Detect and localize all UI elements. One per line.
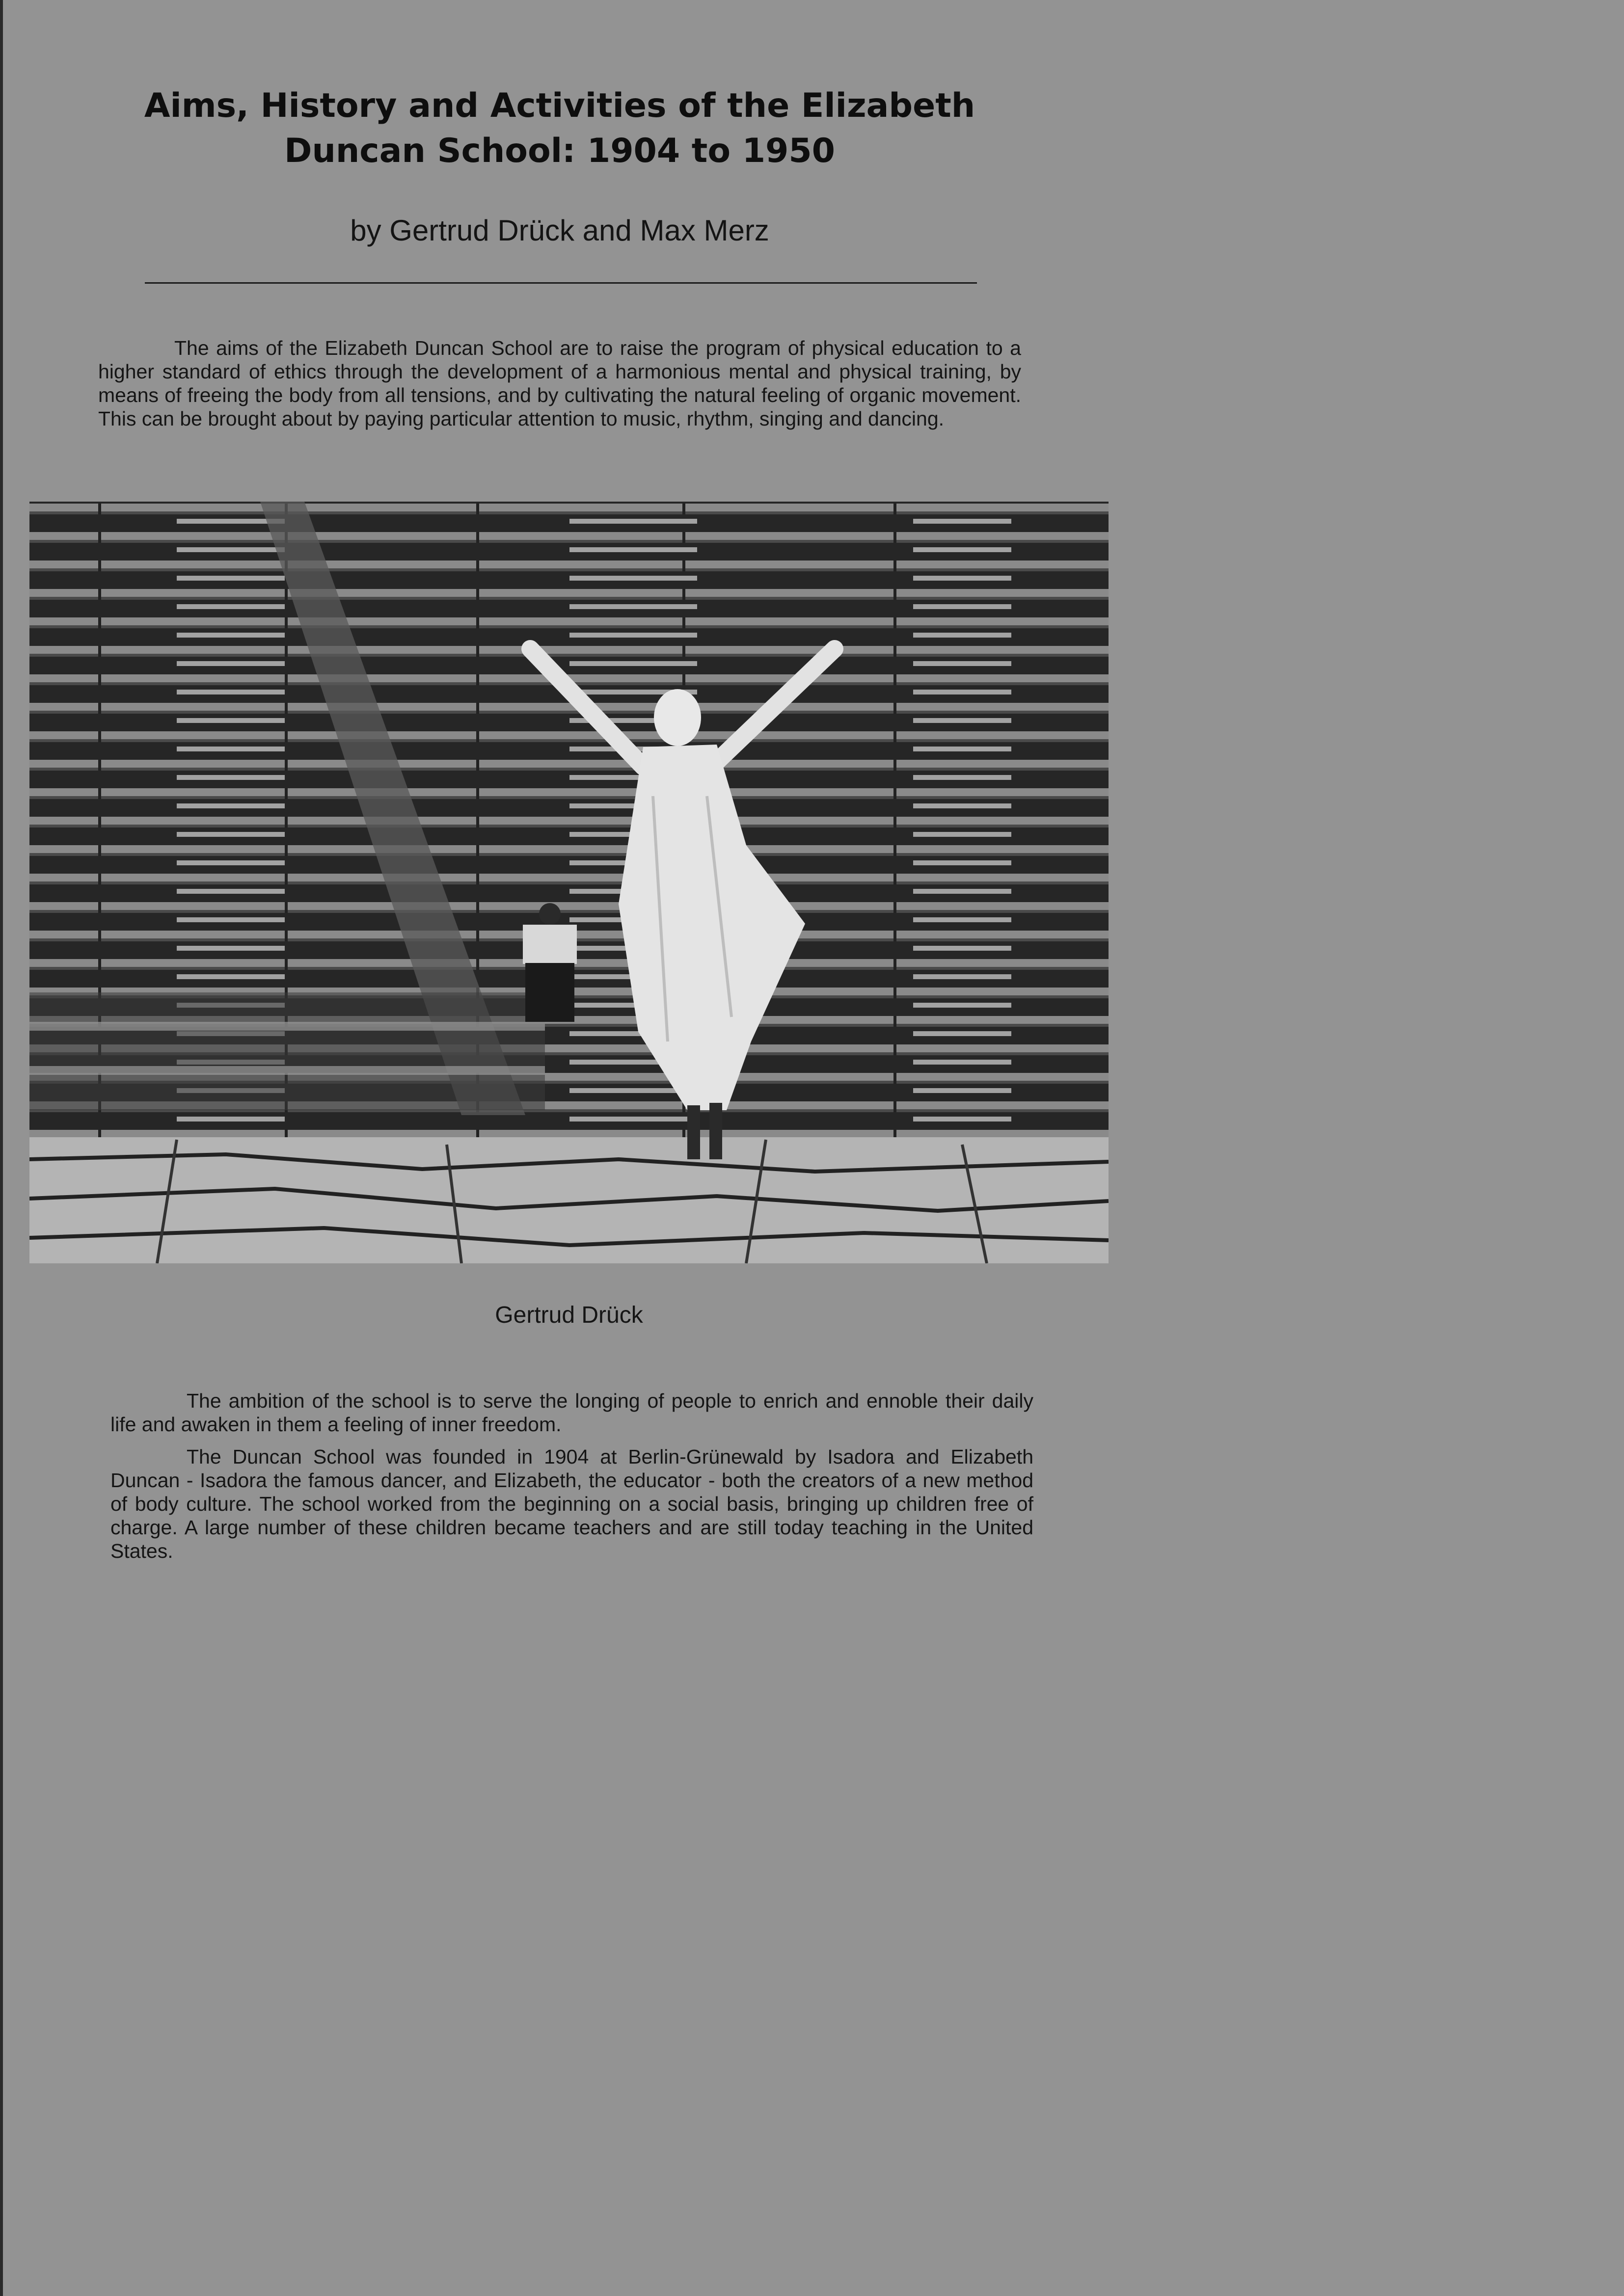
paragraph-history-text: The Duncan School was founded in 1904 at Berlin-Grünewald by Isadora and Elizabeth Duncan - Isadora the famous dancer, and Elizabeth, the educator - both the creators of a new method of body culture. The school worked from the beginning on a social basis, bringing up children free of charge. A large number of these children became teachers and are still today teaching in the United States. [110, 1445, 1033, 1562]
paragraph-ambition [110, 1389, 1033, 1436]
photo-caption: Gertrud Drück [495, 1302, 643, 1328]
paragraph-ambition-text: The ambition of the school is to serve the longing of people to enrich and ennoble their daily life and awaken in them a feeling of inner freedom. [110, 1389, 1033, 1436]
amphitheater-dancer-image [29, 502, 1109, 1263]
title-line-1: Aims, History and Activities of the Elizabeth [144, 86, 975, 125]
page-edge-shadow [0, 0, 3, 2296]
article-title [98, 83, 1021, 174]
title-line-2: Duncan School: 1904 to 1950 [284, 132, 835, 170]
dancer-photo [29, 502, 1109, 1263]
paragraph-aims-text: The aims of the Elizabeth Duncan School are to raise the program of physical education to a higher standard of ethics through the development of a harmonious mental and physical training, by means of freeing the body from all tensions, and by cultivating the natural feeling of organic movement. This can be brought about by paying particular attention to music, rhythm, singing and dancing. [98, 337, 1021, 430]
paragraph-history [110, 1445, 1033, 1563]
title-divider [145, 282, 977, 284]
author-byline: by Gertrud Drück and Max Merz [350, 214, 769, 247]
paragraph-aims [98, 336, 1021, 430]
